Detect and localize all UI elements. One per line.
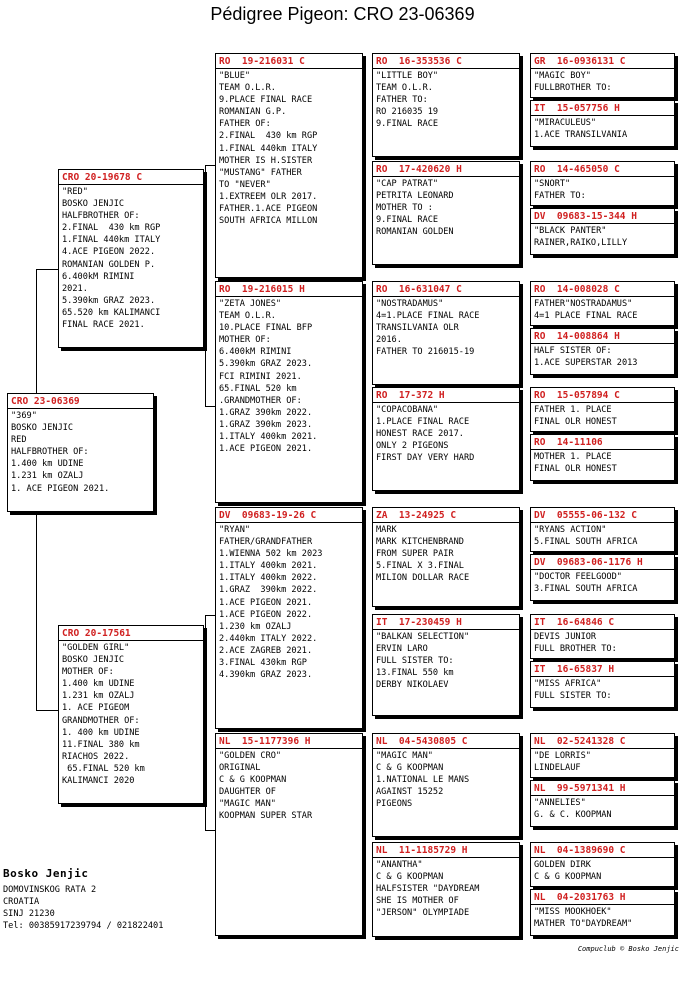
info-line: TRANSILVANIA OLR xyxy=(376,323,459,334)
info-line: 2.ACE ZAGREB 2021. xyxy=(219,645,313,656)
info-line: 1.ACE PIGEON 2021. xyxy=(219,444,313,455)
pigeon-info xyxy=(373,297,519,359)
info-line: HALFBROTHER OF: xyxy=(62,211,140,222)
ring-number: RO 14-008864 H xyxy=(531,329,674,344)
info-line: "DOCTOR FEELGOOD" xyxy=(534,572,622,582)
pigeon-info xyxy=(373,69,519,131)
pigeon-info xyxy=(531,523,674,549)
info-line: SHE IS MOTHER OF xyxy=(376,896,459,907)
pigeon-info xyxy=(216,69,362,228)
info-line: FATHER TO 216015-19 xyxy=(376,347,475,358)
info-line: TEAM O.L.R. xyxy=(219,311,276,322)
gen4-card xyxy=(530,100,675,147)
pigeon-info xyxy=(531,630,674,656)
info-line: ROMANIAN GOLDEN P. xyxy=(62,259,156,270)
info-line: 1.ITALY 400km 2021. xyxy=(219,561,318,572)
ring-number: RO 19-216015 H xyxy=(216,282,362,297)
info-line: 1. ACE PIGEOM xyxy=(62,703,130,714)
info-line: "BLUE" xyxy=(219,71,251,81)
great-grandparent-card xyxy=(372,614,520,716)
info-line: .GRANDMOTHER OF: xyxy=(219,395,302,406)
info-line: MOTHER OF: xyxy=(62,667,114,678)
pigeon-info xyxy=(531,297,674,323)
info-line: 4.ACE PIGEON 2022. xyxy=(62,247,156,258)
gen4-card xyxy=(530,842,675,887)
pigeon-info xyxy=(531,69,674,95)
ring-number: NL 04-1389690 C xyxy=(531,843,674,858)
info-line: 1.WIENNA 502 km 2023 xyxy=(219,549,323,560)
info-line: 1.ACE SUPERSTAR 2013 xyxy=(534,358,638,369)
info-line: FATHER"NOSTRADAMUS" xyxy=(534,299,633,309)
pigeon-info xyxy=(531,177,674,203)
connector xyxy=(36,710,58,711)
info-line: "BALKAN SELECTION" xyxy=(376,632,470,642)
info-line: 1.ACE TRANSILVANIA xyxy=(534,130,628,141)
gen4-card xyxy=(530,161,675,206)
info-line: "RYANS ACTION" xyxy=(534,525,607,535)
connector xyxy=(205,615,215,616)
pigeon-info xyxy=(373,749,519,811)
info-line: 1.ACE PIGEON 2022. xyxy=(219,609,313,620)
info-line: 13.FINAL 550 km xyxy=(376,668,454,679)
info-line: FROM SUPER PAIR xyxy=(376,549,454,560)
info-line: 1.231 km OZALJ xyxy=(62,691,135,702)
info-line: "CAP PATRAT" xyxy=(376,179,439,189)
info-line: 2.440km ITALY 2022. xyxy=(219,633,318,644)
info-line: 1.ITALY 400km 2022. xyxy=(219,573,318,584)
great-grandparent-card xyxy=(372,53,520,157)
info-line: 1.GRAZ 390km 2023. xyxy=(219,419,313,430)
info-line: FULLBROTHER TO: xyxy=(534,83,612,94)
great-grandparent-card xyxy=(372,281,520,385)
info-line: "GOLDEN GIRL" xyxy=(62,643,130,653)
info-line: C & G KOOPMAN xyxy=(534,872,602,883)
pigeon-info xyxy=(531,403,674,429)
ring-number: RO 19-216031 C xyxy=(216,54,362,69)
ring-number: IT 16-64846 C xyxy=(531,615,674,630)
ring-number: DV 09683-06-1176 H xyxy=(531,555,674,570)
ring-number: CRO 20-19678 C xyxy=(59,170,203,185)
info-line: "MAGIC MAN" xyxy=(219,799,276,810)
connector xyxy=(36,269,58,270)
info-line: C & G KOOPMAN xyxy=(376,872,444,883)
pigeon-info xyxy=(373,523,519,585)
info-line: 1.GRAZ 390km 2022. xyxy=(219,585,318,596)
info-line: FULL SISTER TO: xyxy=(534,691,612,702)
info-line: ONLY 2 PIGEONS xyxy=(376,441,449,452)
gen4-card xyxy=(530,889,675,936)
great-grandparent-card xyxy=(372,507,520,607)
info-line: "RYAN" xyxy=(219,525,251,535)
info-line: FATHER/GRANDFATHER xyxy=(219,537,313,548)
gen4-card xyxy=(530,208,675,255)
ring-number: NL 99-5971341 H xyxy=(531,781,674,796)
dam-card xyxy=(58,625,204,804)
info-line: "RED" xyxy=(62,187,88,197)
info-line: GRANDMOTHER OF: xyxy=(62,715,140,726)
grandparent-card xyxy=(215,507,363,729)
info-line: "MISS MOOKHOEK" xyxy=(534,907,612,917)
info-line: "ANANTHA" xyxy=(376,860,423,870)
info-line: FATHER OF: xyxy=(219,119,271,130)
info-line: FATHER TO: xyxy=(534,191,586,202)
pigeon-info xyxy=(531,749,674,775)
info-line: BOSKO JENJIC xyxy=(62,199,125,210)
info-line: 1.FINAL 440km ITALY xyxy=(62,235,161,246)
info-line: "GOLDEN CRO" xyxy=(219,751,282,761)
great-grandparent-card xyxy=(372,387,520,491)
info-line: "BLACK PANTER" xyxy=(534,226,607,236)
info-line: HALFBROTHER OF: xyxy=(11,447,89,458)
info-line: MARK xyxy=(376,525,397,535)
info-line: 65.520 km KALIMANCI xyxy=(62,307,161,318)
ring-number: RO 15-057894 C xyxy=(531,388,674,403)
owner-info xyxy=(3,868,163,932)
ring-number: IT 16-65837 H xyxy=(531,662,674,677)
info-line: "ZETA JONES" xyxy=(219,299,282,309)
gen4-card xyxy=(530,328,675,375)
info-line: 1. ACE PIGEON 2021. xyxy=(11,483,110,494)
pigeon-info xyxy=(59,185,203,332)
info-line: ROMANIAN GOLDEN xyxy=(376,227,454,238)
info-line: 1.400 km UDINE xyxy=(62,679,135,690)
info-line: HONEST RACE 2017. xyxy=(376,429,464,440)
info-line: TEAM O.L.R. xyxy=(219,83,276,94)
great-grandparent-card xyxy=(372,842,520,937)
info-line: 3.FINAL SOUTH AFRICA xyxy=(534,584,638,595)
pigeon-info xyxy=(216,749,362,824)
info-line: FIRST DAY VERY HARD xyxy=(376,453,475,464)
info-line: 1.230 km OZALJ xyxy=(219,621,292,632)
footer-credit: Compuclub © Bosko Jenjic xyxy=(577,945,679,953)
info-line: ERVIN LARO xyxy=(376,644,428,655)
info-line: RIACHOS 2022. xyxy=(62,751,130,762)
info-line: LINDELAUF xyxy=(534,763,581,774)
info-line: "MUSTANG" FATHER xyxy=(219,167,302,178)
info-line: FULL BROTHER TO: xyxy=(534,644,617,655)
info-line: 4=1 PLACE FINAL RACE xyxy=(534,311,638,322)
info-line: 5.FINAL X 3.FINAL xyxy=(376,561,464,572)
ring-number: DV 09683-15-344 H xyxy=(531,209,674,224)
info-line: 65.FINAL 520 km xyxy=(62,763,145,774)
info-line: "ANNELIES" xyxy=(534,798,586,808)
info-line: 9.FINAL RACE xyxy=(376,119,439,130)
info-line: 1.231 km OZALJ xyxy=(11,471,84,482)
connector xyxy=(205,165,215,166)
gen4-card xyxy=(530,614,675,659)
info-line: 1.GRAZ 390km 2022. xyxy=(219,407,313,418)
info-line: HALF SISTER OF: xyxy=(534,346,612,356)
pigeon-info xyxy=(531,796,674,822)
info-line: ORIGINAL xyxy=(219,763,261,774)
info-line: MILION DOLLAR RACE xyxy=(376,573,470,584)
info-line: "JERSON" OLYMPIADE xyxy=(376,908,470,919)
info-line: BOSKO JENJIC xyxy=(62,655,125,666)
info-line: 1.EXTREEM OLR 2017. xyxy=(219,191,318,202)
ring-number: ZA 13-24925 C xyxy=(373,508,519,523)
pigeon-info xyxy=(373,177,519,239)
info-line: 9.PLACE FINAL RACE xyxy=(219,95,313,106)
gen4-card xyxy=(530,53,675,98)
info-line: FULL SISTER TO: xyxy=(376,656,454,667)
info-line: "MISS AFRICA" xyxy=(534,679,602,689)
pigeon-info xyxy=(373,403,519,465)
info-line: "369" xyxy=(11,411,37,421)
gen4-card xyxy=(530,554,675,601)
info-line: 11.FINAL 380 km xyxy=(62,739,140,750)
info-line: "MAGIC BOY" xyxy=(534,71,591,81)
info-line: FINAL OLR HONEST xyxy=(534,464,617,475)
info-line: 6.400kM RIMINI xyxy=(219,347,292,358)
info-line: "DE LORRIS" xyxy=(534,751,591,761)
info-line: FATHER 1. PLACE xyxy=(534,405,612,415)
info-line: 1.400 km UDINE xyxy=(11,459,84,470)
info-line: 2021. xyxy=(62,283,88,294)
ring-number: DV 05555-06-132 C xyxy=(531,508,674,523)
ring-number: RO 14-465050 C xyxy=(531,162,674,177)
info-line: SOUTH AFRICA MILLON xyxy=(219,216,318,227)
pigeon-info xyxy=(373,858,519,920)
pigeon-info xyxy=(531,116,674,142)
owner-city: SINJ 21230 xyxy=(3,909,55,920)
pigeon-info xyxy=(216,523,362,682)
ring-number: GR 16-0936131 C xyxy=(531,54,674,69)
gen4-card xyxy=(530,733,675,778)
ring-number: RO 17-420620 H xyxy=(373,162,519,177)
pigeon-info xyxy=(531,344,674,370)
info-line: MOTHER IS H.SISTER xyxy=(219,155,313,166)
info-line: 2.FINAL 430 km RGP xyxy=(219,131,318,142)
gen4-card xyxy=(530,387,675,432)
owner-name: Bosko Jenjic xyxy=(3,867,89,880)
sire-card xyxy=(58,169,204,348)
info-line: 2016. xyxy=(376,335,402,346)
info-line: 5.FINAL SOUTH AFRICA xyxy=(534,537,638,548)
info-line: RAINER,RAIKO,LILLY xyxy=(534,238,628,249)
info-line: PETRITA LEONARD xyxy=(376,191,454,202)
info-line: 1.NATIONAL LE MANS xyxy=(376,775,470,786)
pigeon-info xyxy=(373,630,519,692)
subject-pigeon-card xyxy=(7,393,154,512)
ring-number: RO 14-11106 xyxy=(531,435,674,450)
info-line: MOTHER OF: xyxy=(219,335,271,346)
info-line: FINAL OLR HONEST xyxy=(534,417,617,428)
gen4-card xyxy=(530,281,675,326)
gen4-card xyxy=(530,780,675,827)
info-line: KALIMANCI 2020 xyxy=(62,776,135,787)
info-line: 6.400kM RIMINI xyxy=(62,271,135,282)
info-line: FINAL RACE 2021. xyxy=(62,320,145,331)
pigeon-info xyxy=(531,677,674,703)
owner-address: DOMOVINSKOG RATA 2 xyxy=(3,885,97,896)
info-line: "SNORT" xyxy=(534,179,571,189)
info-line: MOTHER 1. PLACE xyxy=(534,452,612,462)
info-line: "LITTLE BOY" xyxy=(376,71,439,81)
info-line: PIGEONS xyxy=(376,799,413,810)
gen4-card xyxy=(530,434,675,481)
ring-number: IT 15-057756 H xyxy=(531,101,674,116)
info-line: 1.FINAL 440km ITALY xyxy=(219,143,318,154)
info-line: 1. 400 km UDINE xyxy=(62,727,140,738)
ring-number: RO 17-372 H xyxy=(373,388,519,403)
info-line: TO "NEVER" xyxy=(219,179,271,190)
info-line: "COPACOBANA" xyxy=(376,405,439,415)
info-line: DEVIS JUNIOR xyxy=(534,632,597,642)
info-line: 4=1.PLACE FINAL RACE xyxy=(376,311,480,322)
pigeon-info xyxy=(531,858,674,884)
connector xyxy=(205,165,206,406)
pigeon-info xyxy=(59,641,203,788)
info-line: 1.ACE PIGEON 2021. xyxy=(219,597,313,608)
ring-number: RO 16-631047 C xyxy=(373,282,519,297)
pigeon-info xyxy=(531,570,674,596)
owner-country: CROATIA xyxy=(3,897,40,908)
pigeon-info xyxy=(216,297,362,456)
info-line: MATHER TO"DAYDREAM" xyxy=(534,919,633,930)
info-line: 4.390km GRAZ 2023. xyxy=(219,670,313,681)
info-line: C & G KOOPMAN xyxy=(219,775,287,786)
ring-number: IT 17-230459 H xyxy=(373,615,519,630)
info-line: FCI RIMINI 2021. xyxy=(219,371,302,382)
info-line: 1.ITALY 400km 2021. xyxy=(219,432,318,443)
info-line: FATHER TO: xyxy=(376,95,428,106)
pigeon-info xyxy=(8,409,153,496)
info-line: MOTHER TO : xyxy=(376,203,433,214)
ring-number: NL 11-1185729 H xyxy=(373,843,519,858)
info-line: "MAGIC MAN" xyxy=(376,751,433,761)
info-line: AGAINST 15252 xyxy=(376,787,444,798)
info-line: 3.FINAL 430km RGP xyxy=(219,658,307,669)
info-line: 1.PLACE FINAL RACE xyxy=(376,417,470,428)
info-line: C & G KOOPMAN xyxy=(376,763,444,774)
info-line: RED xyxy=(11,435,27,446)
ring-number: RO 16-353536 C xyxy=(373,54,519,69)
connector xyxy=(205,406,215,407)
ring-number: RO 14-008028 C xyxy=(531,282,674,297)
info-line: GOLDEN DIRK xyxy=(534,860,591,870)
info-line: RO 216035 19 xyxy=(376,107,439,118)
ring-number: CRO 23-06369 xyxy=(8,394,153,409)
info-line: 5.390km GRAZ 2023. xyxy=(219,359,313,370)
grandparent-card xyxy=(215,53,363,278)
info-line: "MIRACULEUS" xyxy=(534,118,597,128)
info-line: TEAM O.L.R. xyxy=(376,83,433,94)
info-line: 2.FINAL 430 km RGP xyxy=(62,223,161,234)
ring-number: DV 09683-19-26 C xyxy=(216,508,362,523)
ring-number: NL 04-2031763 H xyxy=(531,890,674,905)
info-line: 5.390km GRAZ 2023. xyxy=(62,295,156,306)
info-line: BOSKO JENJIC xyxy=(11,423,74,434)
info-line: KOOPMAN SUPER STAR xyxy=(219,811,313,822)
grandparent-card xyxy=(215,733,363,936)
pigeon-info xyxy=(531,450,674,476)
info-line: 9.FINAL RACE xyxy=(376,215,439,226)
info-line: HALFSISTER "DAYDREAM xyxy=(376,884,480,895)
info-line: 10.PLACE FINAL BFP xyxy=(219,323,313,334)
great-grandparent-card xyxy=(372,733,520,837)
pigeon-info xyxy=(531,905,674,931)
info-line: DERBY NIKOLAEV xyxy=(376,680,449,691)
ring-number: CRO 20-17561 xyxy=(59,626,203,641)
gen4-card xyxy=(530,507,675,552)
info-line: G. & C. KOOPMAN xyxy=(534,810,612,821)
grandparent-card xyxy=(215,281,363,503)
pigeon-info xyxy=(531,224,674,250)
page-title: Pédigree Pigeon: CRO 23-06369 xyxy=(210,4,475,24)
ring-number: NL 15-1177396 H xyxy=(216,734,362,749)
ring-number: NL 02-5241328 C xyxy=(531,734,674,749)
info-line: "NOSTRADAMUS" xyxy=(376,299,444,309)
info-line: FATHER.1.ACE PIGEON xyxy=(219,204,318,215)
gen4-card xyxy=(530,661,675,708)
info-line: 65.FINAL 520 km xyxy=(219,383,297,394)
connector xyxy=(205,830,215,831)
great-grandparent-card xyxy=(372,161,520,265)
owner-phone: Tel: 00385917239794 / 021822401 xyxy=(3,921,164,932)
info-line: DAUGHTER OF xyxy=(219,787,276,798)
connector xyxy=(205,615,206,830)
info-line: ROMANIAN G.P. xyxy=(219,107,287,118)
ring-number: NL 04-5430805 C xyxy=(373,734,519,749)
info-line: MARK KITCHENBRAND xyxy=(376,537,464,548)
